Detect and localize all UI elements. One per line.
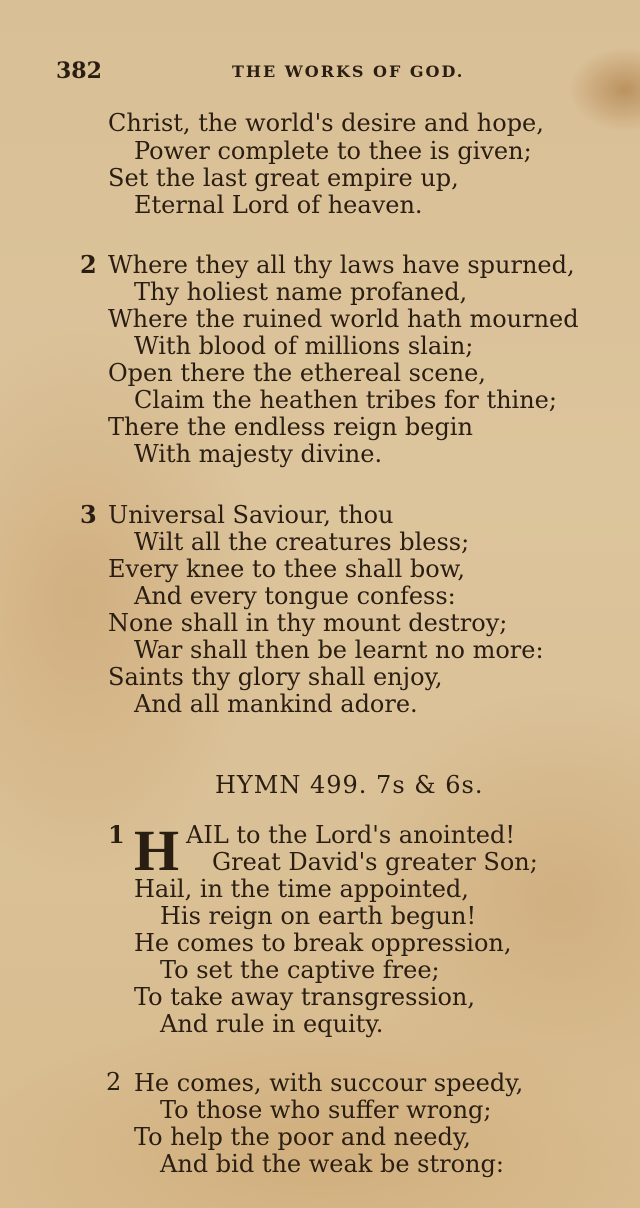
verse-line: Saints thy glory shall enjoy, (108, 663, 443, 691)
verse-line: Thy holiest name profaned, (134, 278, 468, 306)
verse-line: And every tongue confess: (134, 582, 456, 610)
verse-line: Christ, the world's desire and hope, (108, 109, 544, 137)
verse-number: 2 (80, 250, 97, 279)
verse-line: Wilt all the creatures bless; (134, 528, 470, 556)
verse-line: To set the captive free; (160, 956, 440, 984)
verse-line: Open there the ethereal scene, (108, 359, 486, 387)
verse-number: 1 (108, 820, 125, 849)
verse-line: Where the ruined world hath mourned (108, 305, 579, 333)
verse-line: His reign on earth begun! (160, 902, 477, 930)
verse-line: Every knee to thee shall bow, (108, 555, 466, 583)
verse-line: With majesty divine. (134, 440, 383, 468)
verse-line: Set the last great empire up, (108, 164, 459, 192)
verse-line: None shall in thy mount destroy; (108, 609, 508, 637)
verse-line: To take away transgression, (134, 983, 475, 1011)
verse-line: Power complete to thee is given; (134, 137, 532, 165)
verse-line: To help the poor and needy, (134, 1123, 471, 1151)
verse-line: There the endless reign begin (108, 413, 473, 441)
verse-number: 2 (106, 1068, 122, 1096)
verse-line: Claim the heathen tribes for thine; (134, 386, 557, 414)
verse-line: Universal Saviour, thou (108, 501, 394, 529)
verse-line: Great David's greater Son; (212, 848, 538, 876)
verse-line: Where they all thy laws have spurned, (108, 251, 575, 279)
verse-line: War shall then be learnt no more: (134, 636, 544, 664)
verse-line: AIL to the Lord's anointed! (186, 821, 516, 849)
verse-line: With blood of millions slain; (134, 332, 474, 360)
verse-line: To those who suffer wrong; (160, 1096, 492, 1124)
verse-line: Hail, in the time appointed, (134, 875, 469, 903)
running-title: THE WORKS OF GOD. (232, 62, 465, 81)
verse-number: 3 (80, 500, 97, 529)
drop-cap: H (134, 818, 180, 883)
verse-line: Eternal Lord of heaven. (134, 191, 423, 219)
verse-line: He comes to break oppression, (134, 929, 512, 957)
verse-line: He comes, with succour speedy, (134, 1069, 524, 1097)
verse-line: And rule in equity. (160, 1010, 384, 1038)
page-number: 382 (56, 58, 102, 84)
verse-line: And all mankind adore. (134, 690, 418, 718)
hymn-title: HYMN 499. 7s & 6s. (215, 771, 484, 799)
verse-line: And bid the weak be strong: (160, 1150, 504, 1178)
